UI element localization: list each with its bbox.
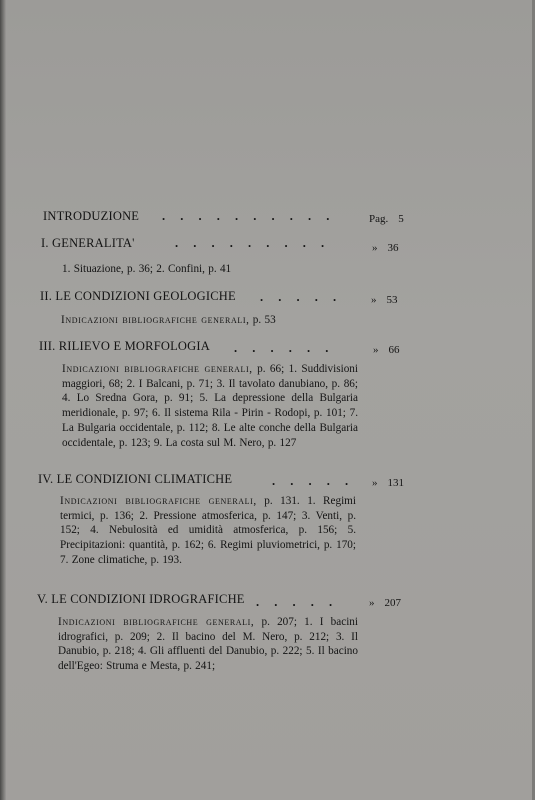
toc-leader-dots: . . . . . (260, 290, 343, 304)
toc-subentries (61, 313, 361, 328)
toc-page-ref (369, 213, 404, 225)
toc-page-prefix: » (371, 294, 377, 306)
toc-leader-dots: . . . . . (256, 595, 339, 609)
toc-leader-dots: . . . . . . (234, 341, 335, 355)
toc-page-number: 5 (398, 213, 404, 225)
bibliography-lead: Indicazioni bibliografiche generali, (58, 616, 255, 628)
toc-page-number: 207 (384, 597, 401, 609)
toc-heading: II. LE CONDIZIONI GEOLOGICHE (40, 289, 236, 303)
bibliography-lead: Indicazioni bibliografiche generali, (62, 363, 253, 375)
toc-page-number: 36 (387, 242, 399, 254)
toc-page-ref (373, 344, 400, 356)
toc-heading: I. GENERALITA' (41, 236, 135, 250)
bibliography-lead: Indicazioni bibliografiche generali, (61, 314, 250, 326)
subentry-text: p. 66; 1. Suddivisioni maggiori, 68; 2. I Balcani, p. 71; 3. Il tavolato danubiano, p. 86; 4. Lo Sredna Gora, p. 91; 5. La depressione della Bulgaria meridionale, p. 97; 6. Il sistema Rila - Pirin - Rodopi, p. 101; 7. La Bulgaria occidentale, p. 112; 8. Le alte conche della Bulgaria occidentale, p. 123; 9. La costa sul M. Nero, p. 127 (62, 363, 358, 449)
toc-heading: III. RILIEVO E MORFOLOGIA (39, 339, 210, 353)
toc-page-number: 131 (387, 477, 404, 489)
toc-page-ref (371, 294, 398, 306)
toc-subentries (62, 362, 358, 450)
bibliography-lead: Indicazioni bibliografiche generali, (60, 495, 257, 507)
toc-page-ref (372, 242, 399, 254)
toc-page-ref (369, 597, 401, 609)
toc-page-number: 53 (386, 294, 398, 306)
toc-page-prefix: » (372, 242, 378, 254)
toc-page-number: 66 (388, 344, 400, 356)
toc-heading: V. LE CONDIZIONI IDROGRAFICHE (37, 592, 245, 606)
toc-heading: IV. LE CONDIZIONI CLIMATICHE (38, 472, 233, 486)
toc-subentries (58, 615, 358, 674)
toc-leader-dots: . . . . . . . . . (175, 236, 331, 250)
toc-leader-dots: . . . . . . . . . . (162, 209, 336, 223)
toc-leader-dots: . . . . . (272, 474, 355, 488)
toc-page-prefix: » (373, 344, 379, 356)
toc-page-prefix: Pag. (369, 213, 389, 225)
page-left-edge (0, 0, 6, 800)
toc-heading: INTRODUZIONE (43, 209, 140, 223)
toc-page-prefix: » (372, 477, 378, 489)
subentry-text: p. 207; 1. I bacini idrografici, p. 209; 2. Il bacino del M. Nero, p. 212; 3. Il Danubio, p. 218; 4. Gli affluenti del Danubio, p. 222; 5. Il bacino dell'Egeo: Struma e Mesta, p. 241; (58, 616, 359, 673)
subentry-text: p. 131. 1. Regimi termici, p. 136; 2. Pressione atmosferica, p. 147; 3. Venti, p. 152; 4. Nebulosità ed umidità atmosferica, p. 156; 5. Precipitazioni: quantità, p. 162; 6. Regimi pluviometrici, p. 170; 7. Zone climatiche, p. 193. (60, 495, 356, 566)
toc-subentries: 1. Situazione, p. 36; 2. Confini, p. 41 (62, 263, 232, 275)
toc-page-prefix: » (369, 597, 375, 609)
subentry-text: p. 53 (252, 314, 276, 326)
toc-subentries (60, 494, 356, 568)
toc-page-ref (372, 477, 404, 489)
